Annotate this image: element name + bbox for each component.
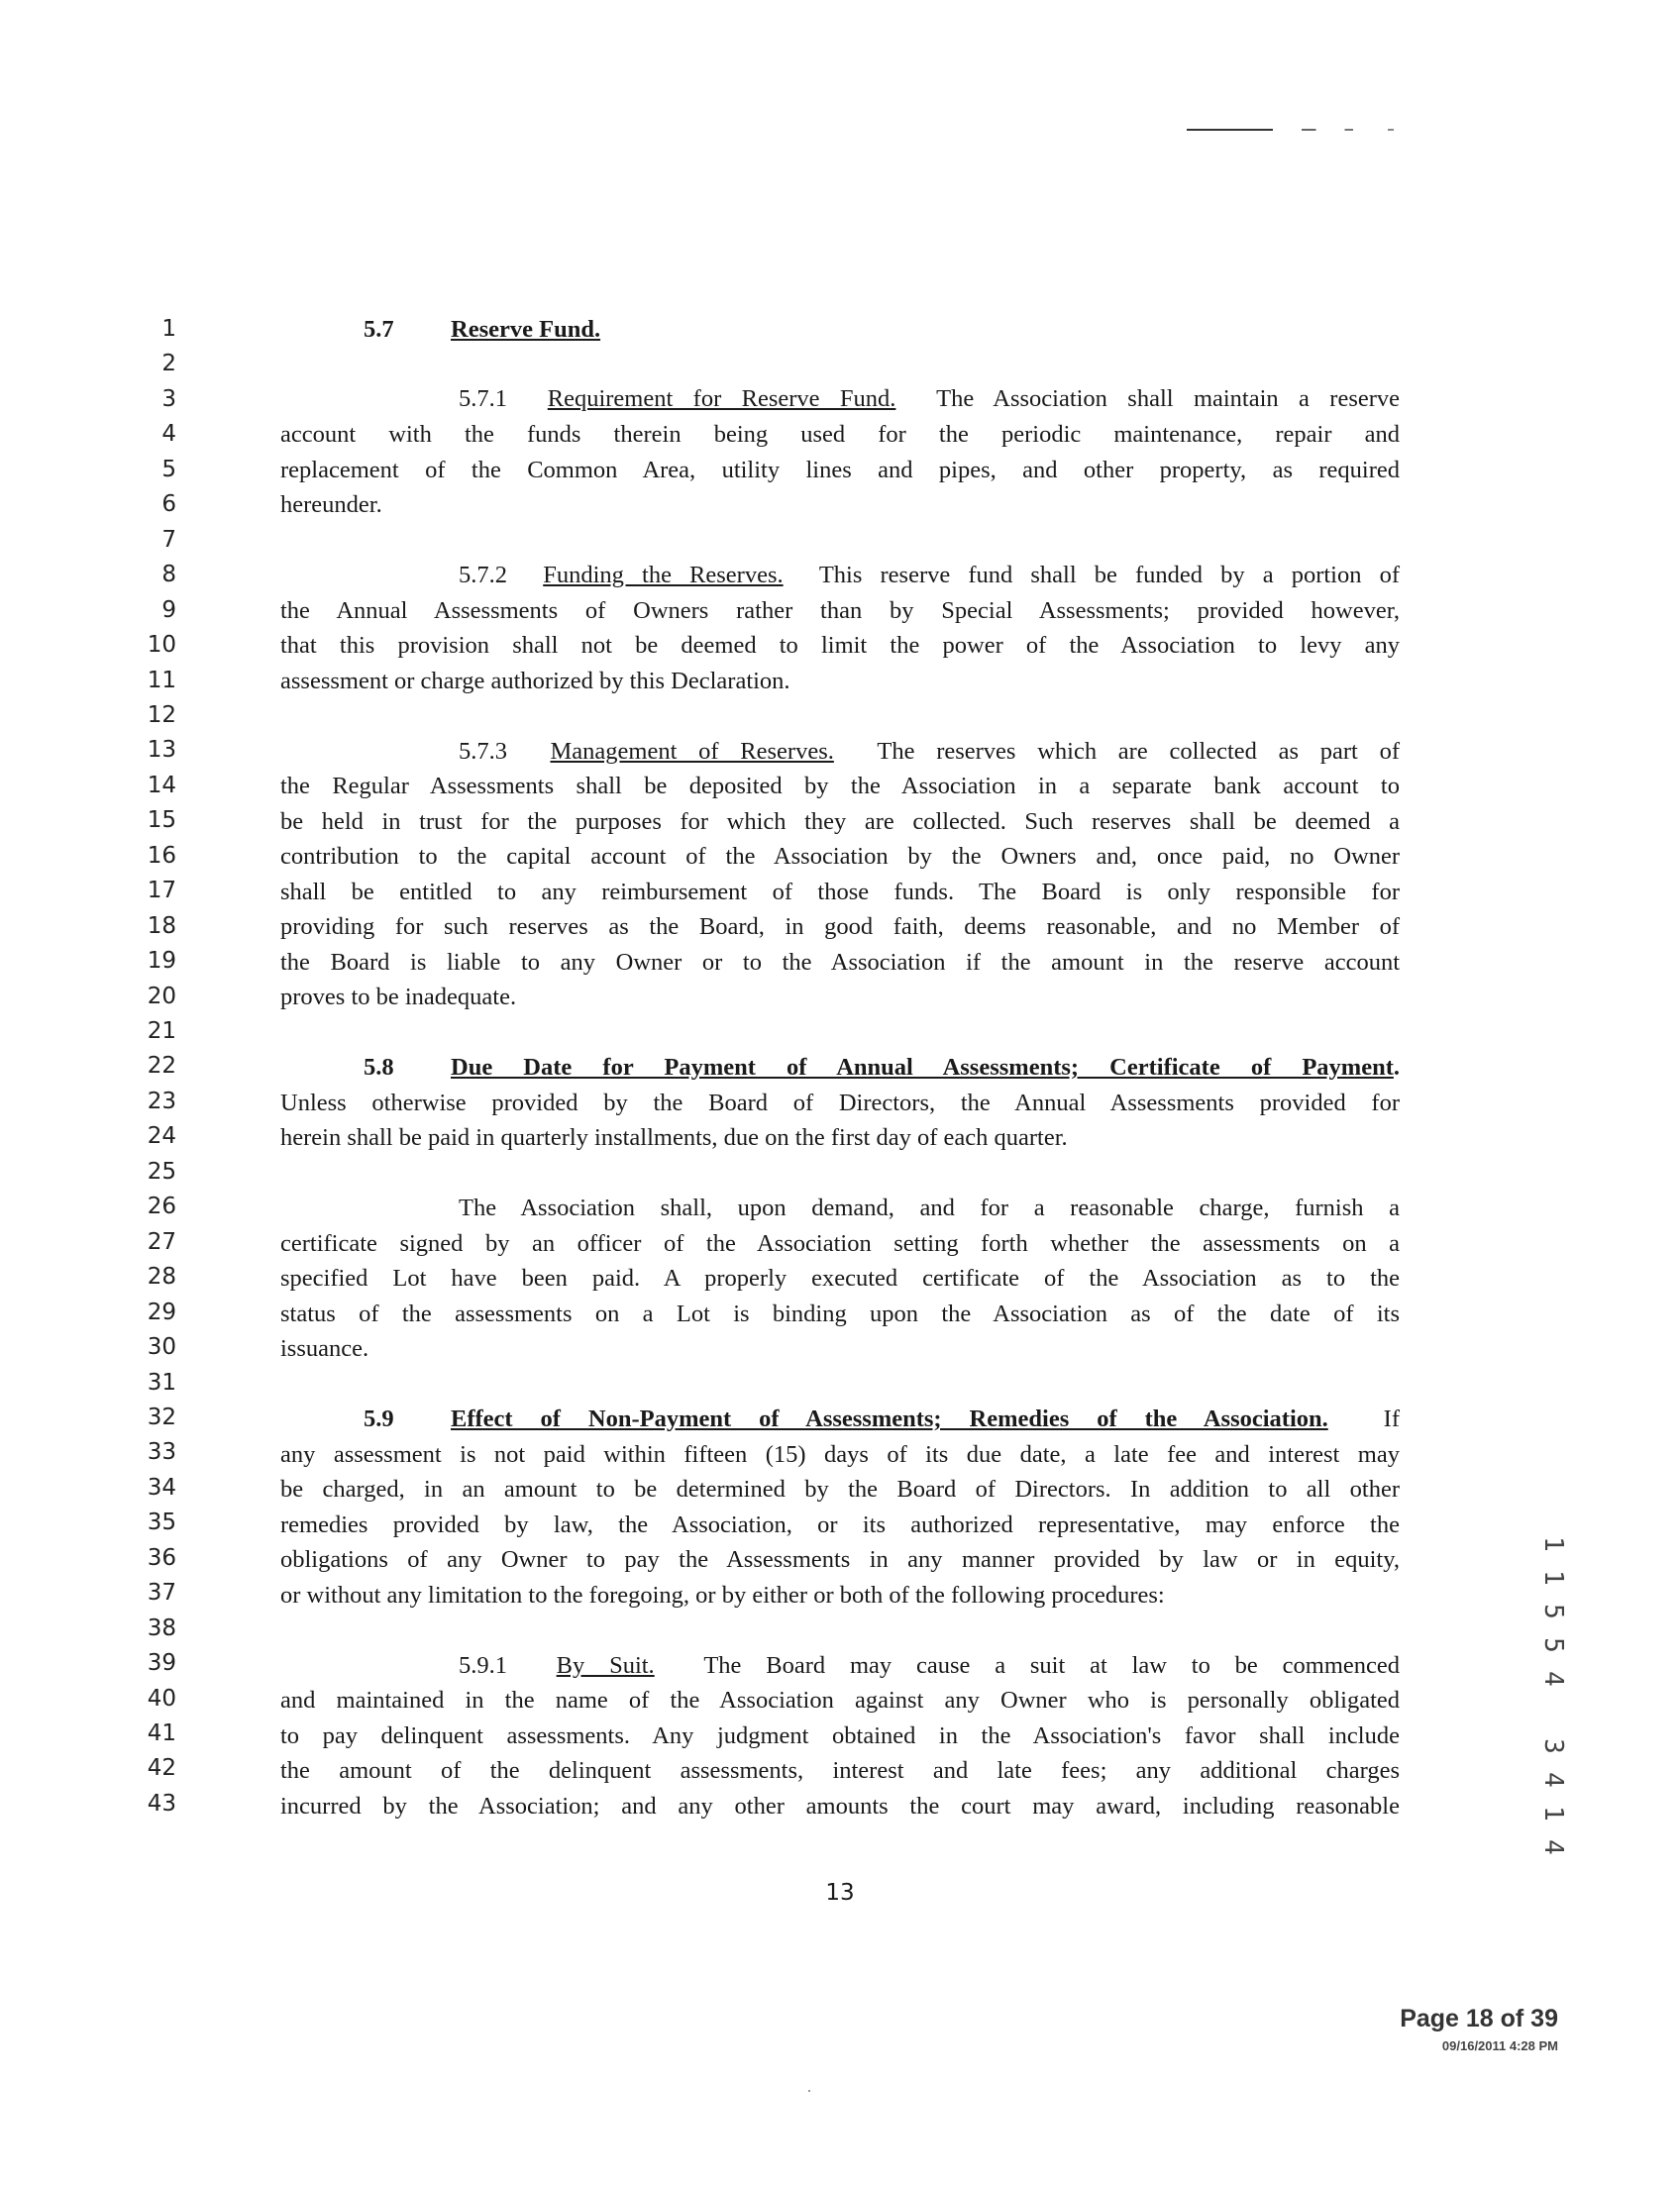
section-number: 5.8 <box>364 1054 394 1081</box>
line-number: 8 <box>161 562 176 587</box>
line-number: 3 <box>161 386 176 412</box>
line-number: 43 <box>147 1791 176 1817</box>
line-number: 21 <box>147 1018 176 1044</box>
subsection-title: Requirement for Reserve Fund. <box>547 385 896 412</box>
line-number: 33 <box>147 1439 176 1465</box>
section-heading-5-7 <box>280 312 1400 347</box>
line-number: 27 <box>147 1229 176 1255</box>
line-number: 5 <box>161 457 176 482</box>
line-number: 15 <box>147 807 176 833</box>
paragraph-line: certificate signed by an officer of the Association setting forth whether the assessments on a <box>280 1230 1400 1257</box>
paragraph-line: proves to be inadequate. <box>280 984 517 1010</box>
line-number: 18 <box>147 913 176 939</box>
line-number: 20 <box>147 984 176 1009</box>
line-number: 41 <box>147 1720 176 1746</box>
paragraph-line: issuance. <box>280 1335 369 1362</box>
paragraph-line: and maintained in the name of the Association against any Owner who is personally obligated <box>280 1687 1400 1714</box>
line-number: 26 <box>147 1194 176 1219</box>
record-number-char: 5 <box>1538 1604 1568 1619</box>
line-number: 29 <box>147 1300 176 1325</box>
record-number-char: 5 <box>1538 1637 1568 1653</box>
line-number: 9 <box>161 597 176 623</box>
line-number: 39 <box>147 1650 176 1676</box>
line-number: 4 <box>161 421 176 447</box>
line-number: 36 <box>147 1545 176 1571</box>
line-number: 13 <box>147 737 176 763</box>
section-title: Due Date for Payment of Annual Assessments; Certificate of Payment <box>451 1054 1394 1081</box>
line-text: The Association shall maintain a reserve <box>936 385 1401 412</box>
line-number: 10 <box>147 632 176 658</box>
line-number: 2 <box>161 351 176 376</box>
line-number: 40 <box>147 1686 176 1712</box>
line-number: 35 <box>147 1510 176 1535</box>
top-scan-mark <box>1187 129 1474 131</box>
line-number: 34 <box>147 1475 176 1501</box>
line-text: This reserve fund shall be funded by a portion of <box>818 562 1400 588</box>
paragraph-line: shall be entitled to any reimbursement of those funds. The Board is only responsible for <box>280 879 1400 905</box>
paragraph-line: the Annual Assessments of Owners rather than by Special Assessments; provided however, <box>280 597 1400 624</box>
paragraph-line: The Association shall, upon demand, and for a reasonable charge, furnish a <box>459 1195 1400 1221</box>
record-number-char: 4 <box>1538 1671 1568 1687</box>
line-number: 28 <box>147 1264 176 1290</box>
line-number: 1 <box>161 316 176 342</box>
paragraph-line: obligations of any Owner to pay the Assessments in any manner provided by law or in equity, <box>280 1546 1400 1573</box>
record-number-char <box>1536 1698 1570 1727</box>
section-heading-5-8 <box>280 1050 1400 1085</box>
paragraph-line <box>280 734 1400 769</box>
subsection-title: Management of Reserves. <box>550 738 834 765</box>
paragraph-line: herein shall be paid in quarterly installments, due on the first day of each quarter. <box>280 1124 1068 1151</box>
line-number: 14 <box>147 773 176 798</box>
subsection-title: By Suit. <box>556 1652 655 1679</box>
paragraph-line <box>280 558 1400 592</box>
record-number-char: 4 <box>1538 1772 1568 1788</box>
paragraph-line: any assessment is not paid within fifteen (15) days of its due date, a late fee and interest may <box>280 1441 1400 1468</box>
line-number: 22 <box>147 1053 176 1079</box>
record-number-char: 1 <box>1538 1536 1568 1552</box>
line-number: 6 <box>161 491 176 517</box>
paragraph-line: to pay delinquent assessments. Any judgment obtained in the Association's favor shall include <box>280 1722 1400 1749</box>
subsection-number: 5.7.1 <box>459 385 507 412</box>
subsection-title: Funding the Reserves. <box>543 562 784 588</box>
line-number: 42 <box>147 1755 176 1781</box>
paragraph-line <box>280 381 1400 416</box>
line-number: 25 <box>147 1159 176 1185</box>
paragraph-line: account with the funds therein being used for the periodic maintenance, repair and <box>280 421 1400 448</box>
scan-speck <box>808 2090 810 2092</box>
paragraph-line <box>280 1648 1400 1683</box>
line-text: If <box>1383 1406 1400 1432</box>
section-heading-5-9 <box>280 1402 1400 1436</box>
line-number: 11 <box>147 668 176 693</box>
section-title: Reserve Fund. <box>451 316 601 343</box>
line-number: 7 <box>161 527 176 553</box>
subsection-number: 5.7.2 <box>459 562 507 588</box>
line-number: 32 <box>147 1405 176 1430</box>
paragraph-line: or without any limitation to the foregoing, or by either or both of the following procedures: <box>280 1582 1165 1609</box>
record-number-char: 1 <box>1538 1570 1568 1586</box>
record-number-char: 3 <box>1538 1738 1568 1754</box>
line-text: The reserves which are collected as part of <box>877 738 1401 765</box>
paragraph-line: remedies provided by law, the Association, or its authorized representative, may enforce the <box>280 1511 1400 1538</box>
paragraph-line: Unless otherwise provided by the Board of Directors, the Annual Assessments provided for <box>280 1090 1400 1116</box>
line-number: 19 <box>147 948 176 974</box>
paragraph-line: specified Lot have been paid. A properly executed certificate of the Association as to the <box>280 1265 1400 1292</box>
paragraph-line: be held in trust for the purposes for which they are collected. Such reserves shall be deemed a <box>280 808 1400 835</box>
page-number: 13 <box>825 1880 855 1906</box>
line-number: 38 <box>147 1615 176 1641</box>
line-number: 17 <box>147 878 176 903</box>
section-number: 5.7 <box>364 316 394 343</box>
line-number: 37 <box>147 1580 176 1606</box>
paragraph-line: the Regular Assessments shall be deposited by the Association in a separate bank account to <box>280 773 1400 799</box>
line-number: 24 <box>147 1123 176 1149</box>
record-number-char: 1 <box>1538 1806 1568 1822</box>
section-number: 5.9 <box>364 1406 394 1432</box>
paragraph-line: incurred by the Association; and any other amounts the court may award, including reasonable <box>280 1793 1400 1820</box>
line-text: The Board may cause a suit at law to be commenced <box>703 1652 1400 1679</box>
paragraph-line: contribution to the capital account of the Association by the Owners and, once paid, no Owner <box>280 843 1400 870</box>
section-title-period: . <box>1393 1054 1400 1081</box>
line-number: 23 <box>147 1089 176 1114</box>
paragraph-line: assessment or charge authorized by this Declaration. <box>280 668 790 694</box>
paragraph-line: providing for such reserves as the Board, in good faith, deems reasonable, and no Member of <box>280 913 1400 940</box>
line-number: 12 <box>147 702 176 728</box>
line-number: 31 <box>147 1370 176 1396</box>
paragraph-line: replacement of the Common Area, utility lines and pipes, and other property, as required <box>280 457 1400 483</box>
line-number: 16 <box>147 843 176 869</box>
page-of-counter: Page 18 of 39 <box>1400 2005 1558 2032</box>
paragraph-line: the amount of the delinquent assessments, interest and late fees; any additional charges <box>280 1757 1400 1784</box>
section-title: Effect of Non-Payment of Assessments; Remedies of the Association. <box>451 1406 1328 1432</box>
paragraph-line: status of the assessments on a Lot is binding upon the Association as of the date of its <box>280 1301 1400 1327</box>
print-timestamp: 09/16/2011 4:28 PM <box>1441 2038 1558 2053</box>
paragraph-line: be charged, in an amount to be determined by the Board of Directors. In addition to all other <box>280 1476 1400 1503</box>
subsection-number: 5.9.1 <box>459 1652 507 1679</box>
paragraph-line: that this provision shall not be deemed to limit the power of the Association to levy any <box>280 632 1400 659</box>
line-number: 30 <box>147 1334 176 1360</box>
paragraph-line: hereunder. <box>280 491 382 518</box>
paragraph-line: the Board is liable to any Owner or to the Association if the amount in the reserve account <box>280 949 1400 976</box>
subsection-number: 5.7.3 <box>459 738 507 765</box>
recording-number-vertical <box>1538 1527 1568 1864</box>
record-number-char: 4 <box>1538 1839 1568 1855</box>
